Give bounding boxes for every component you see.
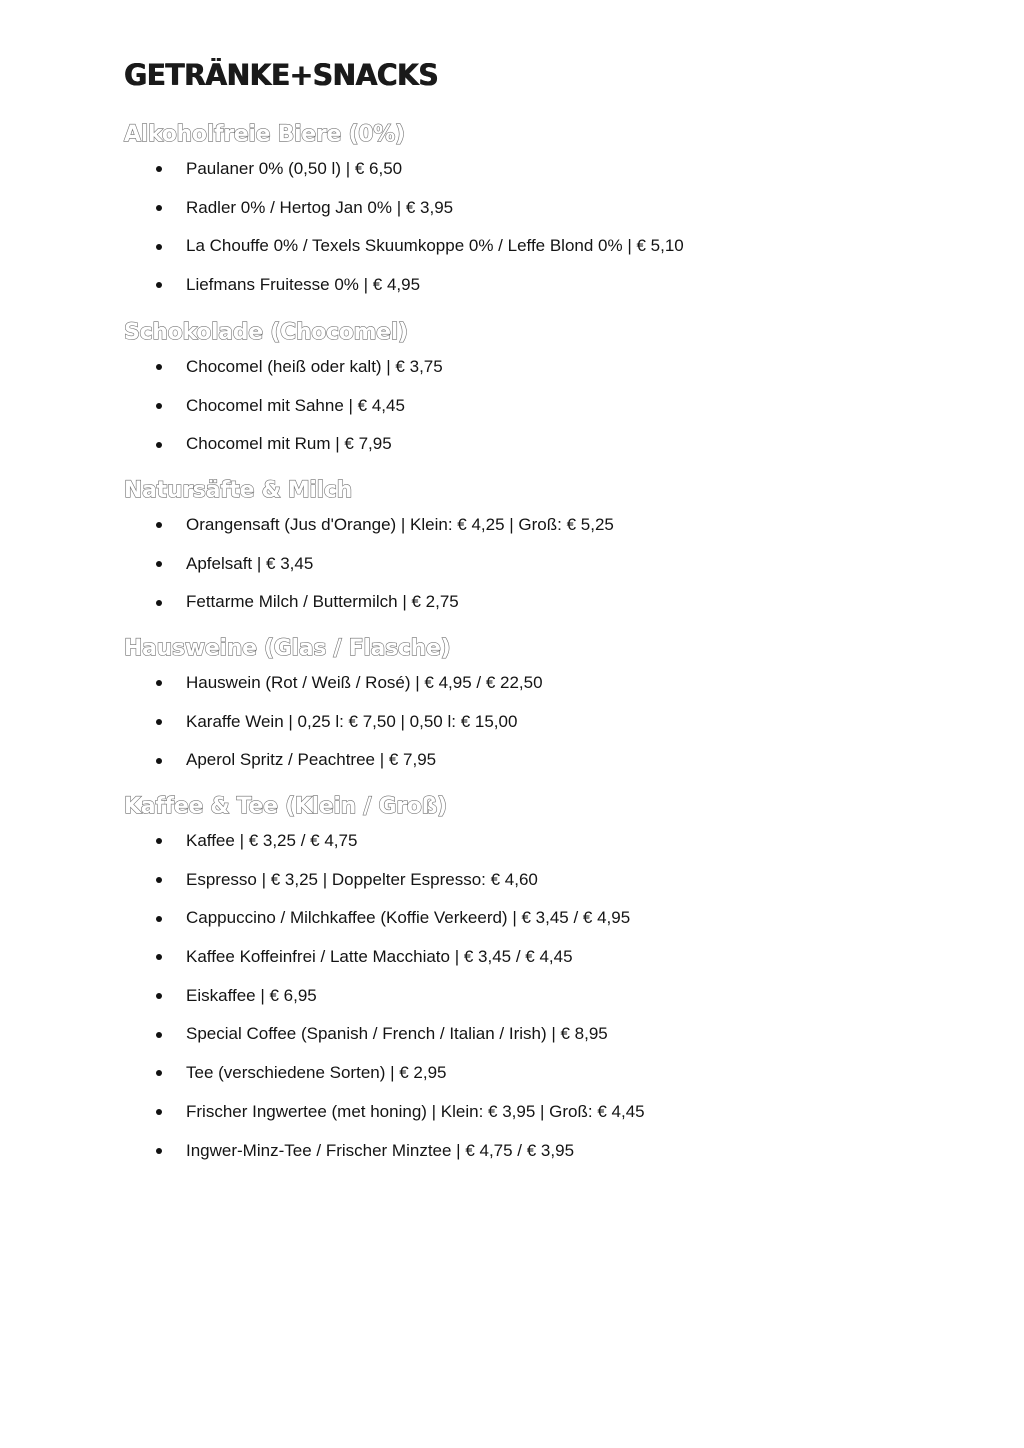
list-item xyxy=(124,861,645,900)
list-item xyxy=(124,1015,645,1054)
list-item xyxy=(124,1093,645,1132)
section-heading: Hausweine (Glas / Flasche) xyxy=(124,636,451,661)
item-text: Espresso | € 3,25 | Doppelter Espresso: € 4,60 xyxy=(186,869,538,889)
item-text: Special Coffee (Spanish / French / Italian / Irish) | € 8,95 xyxy=(186,1024,608,1044)
bullet-icon xyxy=(156,1109,162,1115)
item-text: Kaffee | € 3,25 / € 4,75 xyxy=(186,831,358,850)
item-text: Kaffee Koffeinfrei / Latte Macchiato | € 3,45 / € 4,45 xyxy=(186,947,573,967)
list-item xyxy=(124,425,443,464)
bullet-icon xyxy=(156,993,162,999)
item-list xyxy=(124,150,684,305)
list-item xyxy=(124,938,645,977)
item-list xyxy=(124,506,614,622)
list-item xyxy=(124,583,614,622)
bullet-icon xyxy=(156,205,162,211)
list-item xyxy=(124,189,684,228)
list-item xyxy=(124,150,684,189)
bullet-icon xyxy=(156,1148,162,1154)
bullet-icon xyxy=(156,680,162,686)
item-text: Chocomel mit Rum | € 7,95 xyxy=(186,434,392,454)
bullet-icon xyxy=(156,561,162,567)
section-hausweine xyxy=(124,634,543,780)
bullet-icon xyxy=(156,758,162,764)
item-list xyxy=(124,822,645,1170)
list-item xyxy=(124,266,684,305)
bullet-icon xyxy=(156,166,162,172)
item-list xyxy=(124,664,543,780)
section-kaffee-tee xyxy=(124,792,645,1170)
list-item xyxy=(124,822,645,861)
item-text: Karaffe Wein | 0,25 l: € 7,50 | 0,50 l: € 15,00 xyxy=(186,711,518,731)
item-text: Aperol Spritz / Peachtree | € 7,95 xyxy=(186,750,437,770)
list-item xyxy=(124,977,645,1016)
list-item xyxy=(124,545,614,584)
item-text: Hauswein (Rot / Weiß / Rosé) | € 4,95 / € 22,50 xyxy=(186,673,543,692)
bullet-icon xyxy=(156,1032,162,1038)
list-item xyxy=(124,506,614,545)
section-natursaefte xyxy=(124,476,614,622)
item-text: Ingwer-Minz-Tee / Frischer Minztee | € 4,75 / € 3,95 xyxy=(186,1140,575,1160)
item-text: Frischer Ingwertee (met honing) | Klein: € 3,95 | Groß: € 4,45 xyxy=(186,1101,645,1121)
bullet-icon xyxy=(156,1070,162,1076)
item-text: Apfelsaft | € 3,45 xyxy=(186,553,314,573)
list-item xyxy=(124,899,645,938)
item-list xyxy=(124,348,443,464)
page-title: GETRÄNKE+SNACKS xyxy=(124,58,439,92)
item-text: Radler 0% / Hertog Jan 0% | € 3,95 xyxy=(186,197,454,217)
section-heading: Natursäfte & Milch xyxy=(124,478,353,503)
section-heading: Alkoholfreie Biere (0%) xyxy=(124,122,405,147)
list-item xyxy=(124,348,443,387)
list-item xyxy=(124,227,684,266)
item-text: Fettarme Milch / Buttermilch | € 2,75 xyxy=(186,592,459,612)
item-text: Paulaner 0% (0,50 l) | € 6,50 xyxy=(186,159,403,178)
item-text: La Chouffe 0% / Texels Skuumkoppe 0% / Leffe Blond 0% | € 5,10 xyxy=(186,236,684,256)
item-text: Eiskaffee | € 6,95 xyxy=(186,985,317,1005)
bullet-icon xyxy=(156,877,162,883)
list-item xyxy=(124,1054,645,1093)
bullet-icon xyxy=(156,282,162,288)
item-text: Tee (verschiedene Sorten) | € 2,95 xyxy=(186,1063,447,1083)
item-text: Liefmans Fruitesse 0% | € 4,95 xyxy=(186,275,421,295)
list-item xyxy=(124,664,543,703)
list-item xyxy=(124,1132,645,1171)
list-item xyxy=(124,387,443,426)
bullet-icon xyxy=(156,522,162,528)
bullet-icon xyxy=(156,364,162,370)
list-item xyxy=(124,741,543,780)
item-text: Cappuccino / Milchkaffee (Koffie Verkeerd) | € 3,45 / € 4,95 xyxy=(186,908,631,928)
bullet-icon xyxy=(156,600,162,606)
section-heading: Schokolade (Chocomel) xyxy=(124,320,408,345)
bullet-icon xyxy=(156,954,162,960)
list-item xyxy=(124,703,543,742)
item-text: Orangensaft (Jus d'Orange) | Klein: € 4,25 | Groß: € 5,25 xyxy=(186,515,614,534)
bullet-icon xyxy=(156,916,162,922)
bullet-icon xyxy=(156,442,162,448)
item-text: Chocomel (heiß oder kalt) | € 3,75 xyxy=(186,357,443,376)
bullet-icon xyxy=(156,403,162,409)
item-text: Chocomel mit Sahne | € 4,45 xyxy=(186,395,405,415)
bullet-icon xyxy=(156,838,162,844)
section-schokolade xyxy=(124,318,443,464)
bullet-icon xyxy=(156,244,162,250)
section-heading: Kaffee & Tee (Klein / Groß) xyxy=(124,794,447,819)
section-alkoholfreie-biere xyxy=(124,120,684,305)
bullet-icon xyxy=(156,719,162,725)
